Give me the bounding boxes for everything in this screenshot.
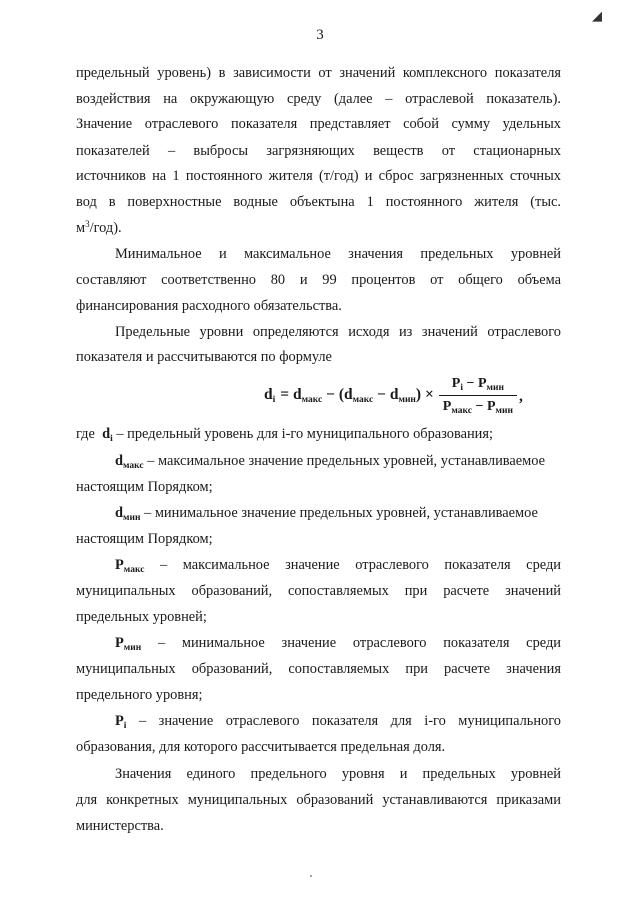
definition-pmin-text: – минимальное значение отраслевого показателя среди	[141, 635, 561, 651]
definition-di	[76, 424, 561, 444]
body-line-7-text: /год).	[89, 220, 122, 236]
paragraph-2-line-3: финансирования расходного обязательства.	[76, 298, 342, 314]
definition-pi-text: – значение отраслевого показателя для i-го муниципального	[126, 713, 561, 729]
symbol-pmin: $P_{мин}$	[115, 635, 142, 653]
where-label: где	[76, 426, 95, 442]
paragraph-3-line-1: Предельные уровни определяются исходя из значений отраслевого	[115, 324, 561, 340]
paragraph-2-line-2: составляют соответственно 80 и 99 процентов от общего объема	[76, 272, 561, 288]
definition-pmaks-cont-1: муниципальных образований, сопоставляемых при расчете значений	[76, 583, 561, 599]
symbol-di: $d_i$	[102, 426, 113, 444]
definition-pmin-cont-1: муниципальных образований, сопоставляемых при расчете значения	[76, 661, 561, 677]
definition-pi	[115, 711, 561, 731]
fraction-denominator: $P_{макс} - P_{мин}$	[442, 398, 513, 416]
scan-mark: ◢	[592, 8, 602, 23]
closing-line-2: для конкретных муниципальных образований устанавливаются приказами	[76, 792, 561, 808]
page-number: 3	[316, 27, 324, 43]
definition-pmaks-cont-2: предельных уровней;	[76, 609, 207, 625]
symbol-dmin: $d_{мин}$	[115, 505, 141, 523]
symbol-pi: $P_i$	[115, 713, 127, 731]
definition-dmaks-cont: настоящим Порядком;	[76, 479, 213, 495]
definition-di-text: – предельный уровень для i-го муниципального образования;	[112, 426, 493, 442]
paragraph-3-line-2: показателя и рассчитываются по формуле	[76, 349, 332, 365]
formula-comma: ,	[518, 388, 523, 405]
body-line-4: показателей – выбросы загрязняющих веществ от стационарных	[76, 143, 561, 159]
definition-dmin-cont: настоящим Порядком;	[76, 531, 213, 547]
definition-dmin	[115, 503, 561, 523]
scan-speck	[310, 875, 312, 877]
formula	[264, 372, 584, 418]
closing-line-1: Значения единого предельного уровня и предельных уровней	[115, 766, 561, 782]
definition-pmaks	[115, 555, 561, 575]
unit-m: м	[76, 220, 86, 236]
paragraph-2-line-1: Минимальное и максимальное значения предельных уровней	[115, 246, 561, 262]
definition-pmin-cont-2: предельного уровня;	[76, 687, 203, 703]
closing-line-3: министерства.	[76, 818, 164, 834]
symbol-dmaks: $d_{макс}$	[115, 453, 144, 471]
formula-rhs: = $d_{макс} - (d_{макс} - d_{мин})$ ×	[280, 386, 434, 405]
body-line-5: источников на 1 постоянного жителя (т/год) и сброс загрязненных сточных	[76, 168, 561, 184]
symbol-pmaks: $P_{макс}$	[115, 557, 145, 575]
formula-lhs: $d_i$	[264, 386, 276, 405]
definition-dmaks	[115, 451, 561, 471]
unit-cubed: 3	[85, 219, 90, 229]
definition-dmin-text: – минимальное значение предельных уровней, устанавливаемое	[140, 505, 538, 521]
body-line-2: воздействия на окружающую среду (далее – отраслевой показатель).	[76, 91, 561, 107]
body-line-3: Значение отраслевого показателя представляет собой сумму удельных	[76, 116, 561, 132]
definition-pi-cont: образования, для которого рассчитывается предельная доля.	[76, 739, 446, 755]
fraction-numerator: $P_i - P_{мин}$	[451, 375, 504, 393]
formula-fraction	[439, 375, 517, 416]
definition-pmaks-text: – максимальное значение отраслевого показателя среди	[144, 557, 561, 573]
body-line-1: предельный уровень) в зависимости от значений комплексного показателя	[76, 65, 561, 81]
definition-dmaks-text: – максимальное значение предельных уровней, устанавливаемое	[143, 453, 546, 469]
body-line-7	[76, 218, 561, 238]
body-line-6: вод в поверхностные водные объектына 1 постоянного жителя (тыс.	[76, 194, 561, 210]
definition-pmin	[115, 633, 561, 653]
